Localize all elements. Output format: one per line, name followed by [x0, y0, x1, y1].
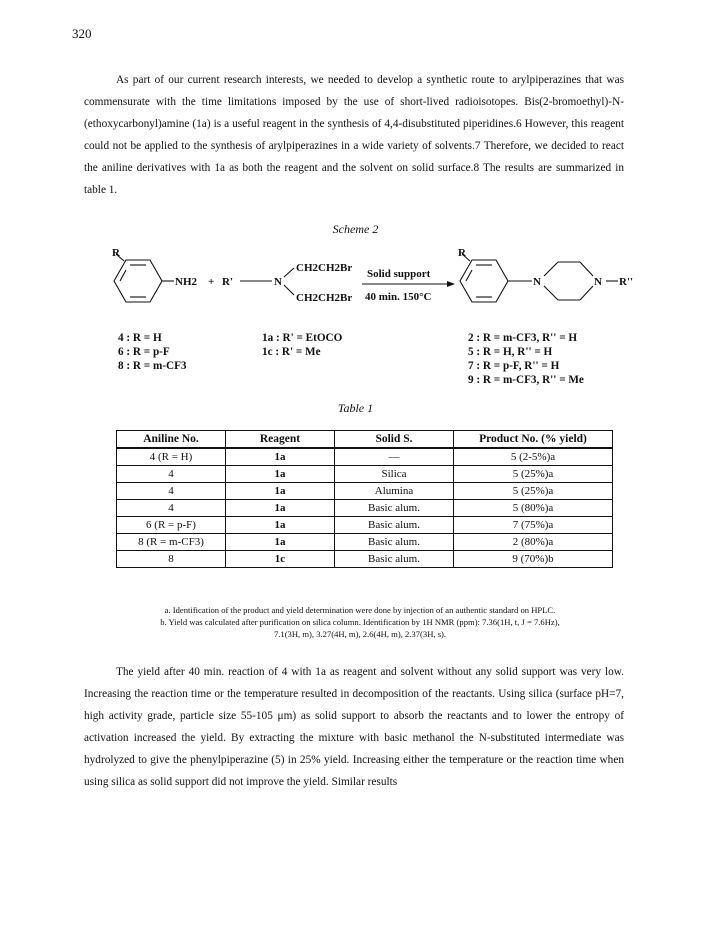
cell-aniline: 4 — [117, 483, 226, 500]
header-solid: Solid S. — [335, 431, 454, 449]
table-row — [117, 448, 613, 466]
label-line: 7 : R = p-F, R'' = H — [468, 360, 560, 372]
aniline-r-label: R — [112, 248, 120, 259]
label-line: 5 : R = H, R'' = H — [468, 346, 553, 358]
product-ring — [460, 254, 532, 302]
reagent-n-label: N — [274, 276, 282, 288]
reagent-ch2-bottom: CH2CH2Br — [296, 292, 353, 304]
cell-reagent: 1a — [226, 483, 335, 500]
reagent-labels — [262, 331, 342, 359]
cell-reagent: 1a — [226, 466, 335, 483]
cell-solid: — — [335, 448, 454, 466]
product-labels — [468, 331, 584, 387]
table-row — [117, 534, 613, 551]
cell-solid: Basic alum. — [335, 551, 454, 568]
label-line: 1a : R' = EtOCO — [262, 332, 343, 344]
arrow-bottom-label: 40 min. 150°C — [365, 291, 432, 303]
cell-aniline: 8 — [117, 551, 226, 568]
nh2-label: NH2 — [175, 276, 197, 288]
cell-solid: Basic alum. — [335, 534, 454, 551]
cell-product: 9 (70%)b — [454, 551, 613, 568]
plus-sign: + — [208, 276, 215, 288]
cell-solid: Silica — [335, 466, 454, 483]
product-r-double: R'' — [619, 276, 634, 288]
piperazine-n-left: N — [533, 276, 541, 288]
footnote-a: a. Identification of the product and yield determination were done by injection of an authentic standard on HPLC. — [164, 605, 556, 615]
table-title: Table 1 — [337, 401, 374, 415]
cell-aniline: 4 (R = H) — [117, 448, 226, 466]
cell-reagent: 1c — [226, 551, 335, 568]
arrow-top-label: Solid support — [367, 268, 431, 280]
cell-reagent: 1a — [226, 517, 335, 534]
table-row — [117, 483, 613, 500]
piperazine-n-right: N — [594, 276, 602, 288]
header-aniline: Aniline No. — [117, 431, 226, 449]
aniline-ring — [114, 254, 174, 302]
cell-product: 5 (25%)a — [454, 466, 613, 483]
cell-product: 5 (2-5%)a — [454, 448, 613, 466]
cell-solid: Alumina — [335, 483, 454, 500]
label-line: 9 : R = m-CF3, R'' = Me — [468, 374, 584, 386]
cell-product: 2 (80%)a — [454, 534, 613, 551]
cell-aniline: 8 (R = m-CF3) — [117, 534, 226, 551]
cell-reagent: 1a — [226, 448, 335, 466]
label-line: 6 : R = p-F — [118, 346, 170, 358]
results-table — [116, 430, 613, 568]
cell-aniline: 4 — [117, 466, 226, 483]
cell-aniline: 6 (R = p-F) — [117, 517, 226, 534]
table-row — [117, 517, 613, 534]
piperazine-ring — [544, 262, 618, 300]
footnote-b-cont: 7.1(3H, m), 3.27(4H, m), 2.6(4H, m), 2.37(3H, s). — [273, 629, 447, 639]
reagent-r-label: R' — [222, 276, 233, 288]
label-line: 8 : R = m-CF3 — [118, 360, 187, 372]
product-r-label: R — [458, 248, 466, 259]
scheme-title: Scheme 2 — [332, 222, 379, 236]
table-header-row — [117, 431, 613, 449]
footnote-b: b. Yield was calculated after purification on silica column. Identification by 1H NMR (ppm): 7.36(1H, t, J = 7.6Hz), — [160, 617, 560, 627]
table-row — [117, 466, 613, 483]
page-number: 320 — [72, 26, 92, 41]
table-row — [117, 551, 613, 568]
table-footnotes — [100, 604, 620, 640]
cell-product: 5 (25%)a — [454, 483, 613, 500]
table-row — [117, 500, 613, 517]
reaction-scheme — [112, 248, 652, 318]
cell-reagent: 1a — [226, 534, 335, 551]
label-line: 2 : R = m-CF3, R'' = H — [468, 332, 578, 344]
cell-aniline: 4 — [117, 500, 226, 517]
cell-reagent: 1a — [226, 500, 335, 517]
aniline-labels — [118, 331, 187, 373]
header-reagent: Reagent — [226, 431, 335, 449]
label-line: 4 : R = H — [118, 332, 162, 344]
cell-product: 7 (75%)a — [454, 517, 613, 534]
cell-solid: Basic alum. — [335, 517, 454, 534]
label-line: 1c : R' = Me — [262, 346, 321, 358]
reagent-ch2-top: CH2CH2Br — [296, 262, 353, 274]
cell-solid: Basic alum. — [335, 500, 454, 517]
header-product: Product No. (% yield) — [454, 431, 613, 449]
intro-paragraph: As part of our current research interests, we needed to develop a synthetic route to arylpiperazines that was commensurate with the time limitations imposed by the use of short-lived radioisotopes. Bis(2-bromoethyl)-N-(ethoxycarbonyl)amine (1a) is a useful reagent in the synthesis of 4,4-disubstituted piperidines.6 However, this reagent could not be applied to the synthesis of arylpiperazines in a wide variety of solvents.7 Therefore, we decided to react the aniline derivatives with 1a as both the reagent and the solvent on solid surface.8 The results are summarized in table 1. — [84, 74, 624, 196]
cell-product: 5 (80%)a — [454, 500, 613, 517]
results-paragraph: The yield after 40 min. reaction of 4 with 1a as reagent and solvent without any solid support was very low. Increasing the reaction time or the temperature resulted in decomposition of the reactants. Using silica (surface pH=7, high activity grade, particle size 55-105 μm) as solid support to absorb the reactants and to lower the entropy of activation increased the yield. By extracting the mixture with basic methanol the N-substituted intermediate was hydrolyzed to give the phenylpiperazine (5) in 25% yield. Increasing either the temperature or the reaction time when using silica as solid support did not improve the yield. Similar results — [84, 666, 624, 788]
